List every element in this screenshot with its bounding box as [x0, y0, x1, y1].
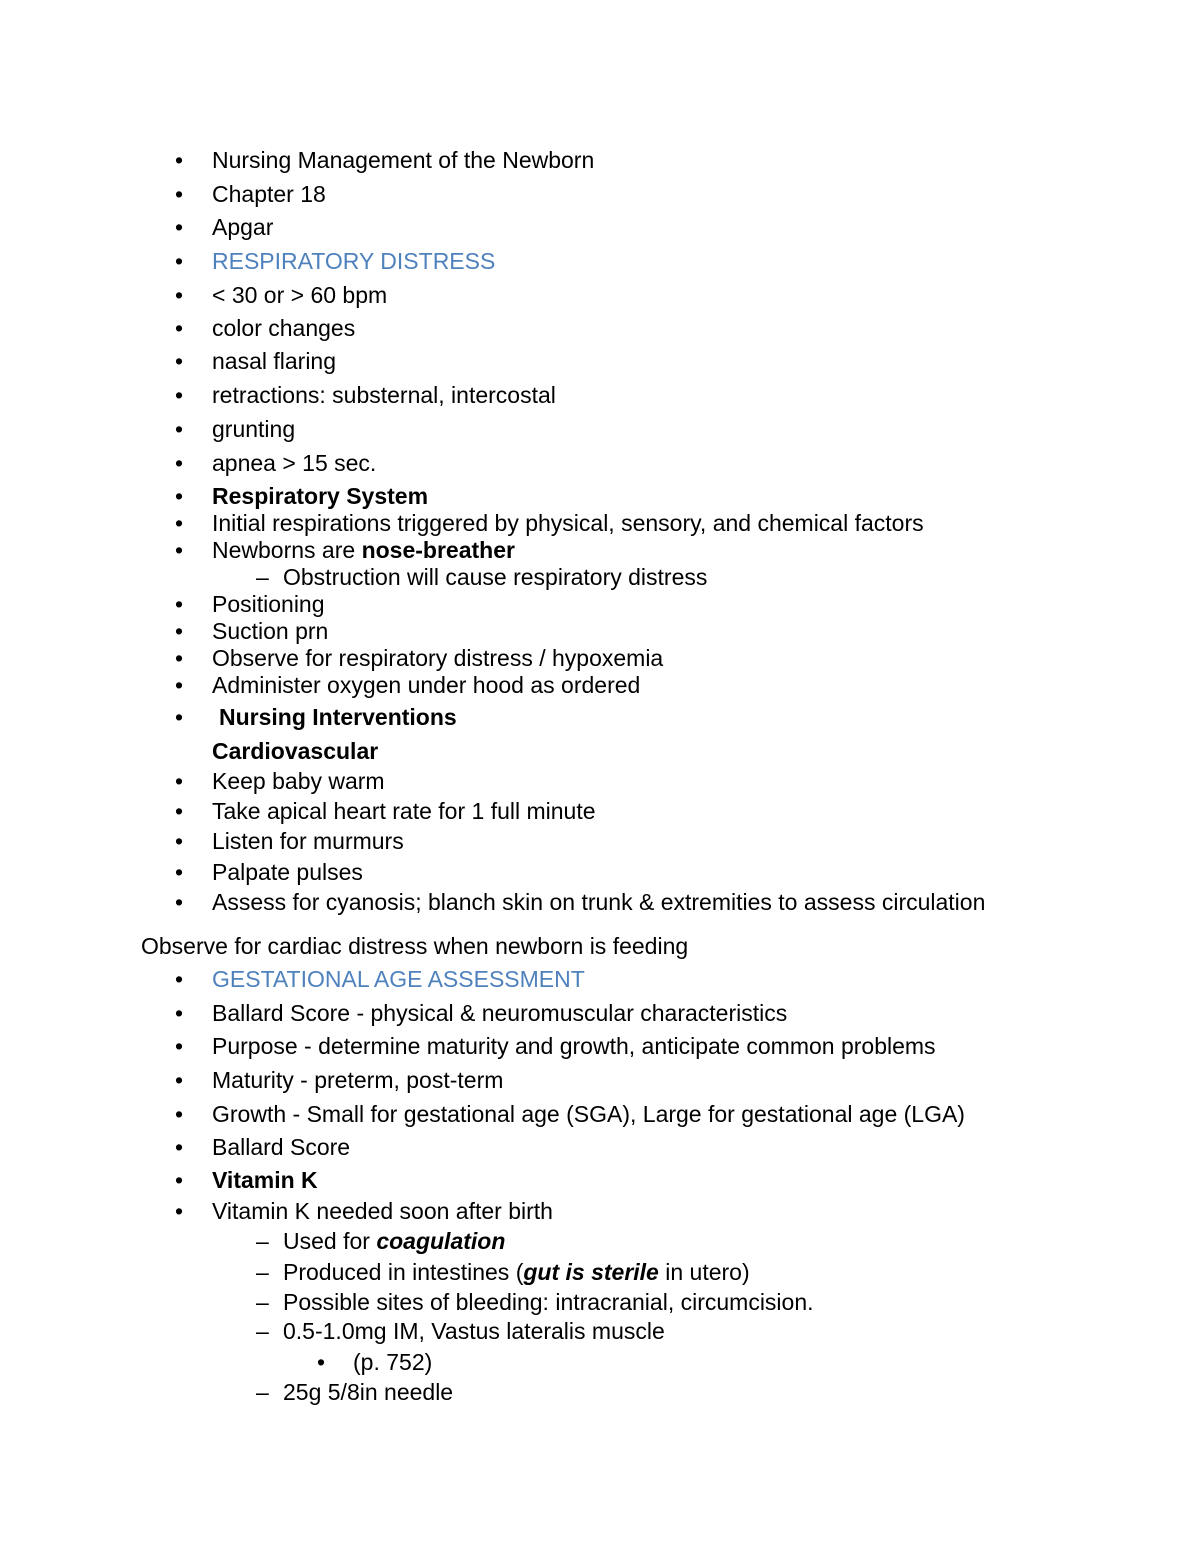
bullet-marker: •: [175, 966, 184, 992]
bullet-marker: •: [175, 618, 184, 644]
text-run: Used for: [283, 1228, 377, 1254]
list-item-text: Ballard Score - physical & neuromuscular characteristics: [212, 1000, 788, 1026]
list-item-text: Obstruction will cause respiratory distress: [283, 564, 708, 590]
bullet-marker: •: [175, 859, 184, 885]
list-item-text: Apgar: [212, 214, 274, 240]
dash-marker: –: [256, 1379, 269, 1405]
list-item-text: Maturity - preterm, post-term: [212, 1067, 504, 1093]
section-heading-cardiovascular: Cardiovascular: [212, 738, 379, 764]
document-title: Nursing Management of the Newborn: [212, 147, 595, 173]
list-item-text: Positioning: [212, 591, 325, 617]
text-run-bold: nose-breather: [361, 537, 515, 563]
bullet-marker: •: [175, 181, 184, 207]
dash-marker: –: [256, 564, 269, 590]
bullet-marker: •: [175, 214, 184, 240]
chapter-label: Chapter 18: [212, 181, 326, 207]
section-heading-nursing-interventions: Nursing Interventions: [219, 704, 457, 730]
list-item-text: 0.5-1.0mg IM, Vastus lateralis muscle: [283, 1318, 665, 1344]
dash-marker: –: [256, 1228, 269, 1254]
bullet-marker: •: [175, 591, 184, 617]
bullet-marker: •: [175, 1101, 184, 1127]
list-item-text: 25g 5/8in needle: [283, 1379, 454, 1405]
text-run: Newborns are: [212, 537, 362, 563]
bullet-marker: •: [175, 1000, 184, 1026]
list-item-text: Take apical heart rate for 1 full minute: [212, 798, 596, 824]
bullet-marker: •: [175, 510, 184, 536]
text-run-bold-italic: coagulation: [376, 1228, 506, 1254]
bullet-marker: •: [317, 1349, 326, 1375]
text-run-bold-italic: gut is sterile: [523, 1259, 659, 1285]
bullet-marker: •: [175, 282, 184, 308]
list-item-text: [212, 537, 515, 563]
section-heading-gestational-age: GESTATIONAL AGE ASSESSMENT: [212, 966, 585, 992]
list-item-text: Initial respirations triggered by physical, sensory, and chemical factors: [212, 510, 924, 536]
list-item-text: Suction prn: [212, 618, 329, 644]
bullet-marker: •: [175, 1167, 184, 1193]
bullet-marker: •: [175, 382, 184, 408]
bullet-marker: •: [175, 672, 184, 698]
bullet-marker: •: [175, 645, 184, 671]
text-run: Produced in intestines (: [283, 1259, 524, 1285]
bullet-marker: •: [175, 537, 184, 563]
section-heading-vitamin-k: Vitamin K: [212, 1167, 318, 1193]
list-item-text: nasal flaring: [212, 348, 337, 374]
bullet-marker: •: [175, 147, 184, 173]
list-item-text: Palpate pulses: [212, 859, 363, 885]
list-item-text: (p. 752): [353, 1349, 433, 1375]
bullet-marker: •: [175, 416, 184, 442]
bullet-marker: •: [175, 889, 184, 915]
dash-marker: –: [256, 1259, 269, 1285]
bullet-marker: •: [175, 1067, 184, 1093]
bullet-marker: •: [175, 1198, 184, 1224]
list-item-text: Observe for respiratory distress / hypoxemia: [212, 645, 664, 671]
dash-marker: –: [256, 1318, 269, 1344]
list-item-text: [283, 1228, 505, 1254]
list-item-text: Purpose - determine maturity and growth, anticipate common problems: [212, 1033, 936, 1059]
list-item-text: grunting: [212, 416, 296, 442]
bullet-marker: •: [175, 1134, 184, 1160]
list-item-text: [283, 1259, 750, 1285]
bullet-marker: •: [175, 348, 184, 374]
paragraph-text: Observe for cardiac distress when newborn is feeding: [141, 933, 689, 959]
list-item-text: Administer oxygen under hood as ordered: [212, 672, 641, 698]
section-heading-respiratory-system: Respiratory System: [212, 483, 429, 509]
bullet-marker: •: [175, 248, 184, 274]
list-item-text: Possible sites of bleeding: intracranial, circumcision.: [283, 1289, 814, 1315]
list-item-text: Ballard Score: [212, 1134, 351, 1160]
list-item-text: retractions: substernal, intercostal: [212, 382, 556, 408]
list-item-text: Assess for cyanosis; blanch skin on trunk & extremities to assess circulation: [212, 889, 986, 915]
list-item-text: Vitamin K needed soon after birth: [212, 1198, 553, 1224]
list-item-text: apnea > 15 sec.: [212, 450, 377, 476]
bullet-marker: •: [175, 1033, 184, 1059]
list-item-text: Growth - Small for gestational age (SGA), Large for gestational age (LGA): [212, 1101, 965, 1127]
section-heading-respiratory-distress: RESPIRATORY DISTRESS: [212, 248, 496, 274]
list-item-text: < 30 or > 60 bpm: [212, 282, 388, 308]
list-item-text: color changes: [212, 315, 356, 341]
text-run: in utero): [658, 1259, 750, 1285]
dash-marker: –: [256, 1289, 269, 1315]
bullet-marker: •: [175, 828, 184, 854]
bullet-marker: •: [175, 798, 184, 824]
list-item-text: Listen for murmurs: [212, 828, 404, 854]
list-item-text: Keep baby warm: [212, 768, 385, 794]
bullet-marker: •: [175, 768, 184, 794]
bullet-marker: •: [175, 483, 184, 509]
bullet-marker: •: [175, 315, 184, 341]
bullet-marker: •: [175, 704, 184, 730]
bullet-marker: •: [175, 450, 184, 476]
